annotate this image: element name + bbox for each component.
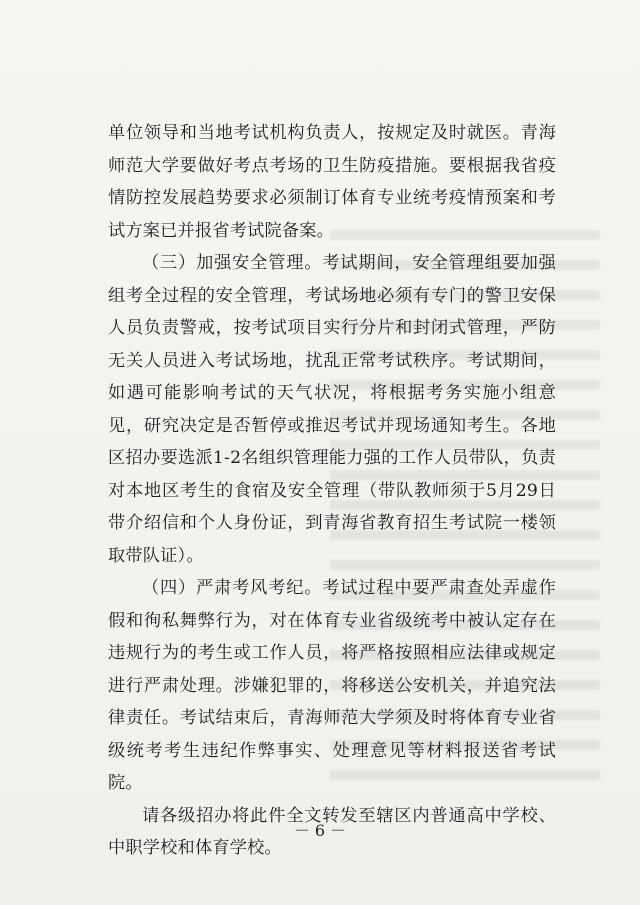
paragraph-security-management: （三）加强安全管理。考试期间，安全管理组要加强组考全过程的安全管理，考试场地必须有专门的警卫安保人员负责警戒，按考试项目实行分片和封闭式管理，严防无关人员进入考试场地，扰乱正常考试秩序。考试期间，如遇可能影响考试的天气状况，将根据考务实施小组意见，研究决定是否暂停或推迟考试并现场通知考生。各地区招办要选派1-2名组织管理能力强的工作人员带队，负责对本地区考生的食宿及安全管理（带队教师须于5月29日带介绍信和个人身份证，到青海省教育招生考试院一楼领取带队证）。	[108, 253, 556, 566]
paragraph-forwarding-request: 请各级招办将此件全文转发至辖区内普通高中学校、中职学校和体育学校。	[108, 805, 556, 858]
paragraph-continuation: 单位领导和当地考试机构负责人，按规定及时就医。青海师范大学要做好考点考场的卫生防疫措施。要根据我省疫情防控发展趋势要求必须制订体育专业统考疫情预案和考试方案已并报省考试院备案。	[108, 123, 556, 241]
document-body	[108, 117, 556, 865]
page-number: － 6 －	[293, 821, 347, 840]
paragraph-exam-discipline: （四）严肃考风考纪。考试过程中要严肃查处弄虚作假和徇私舞弊行为，对在体育专业省级统考中被认定存在违规行为的考生或工作人员，将严格按照相应法律或规定进行严肃处理。涉嫌犯罪的，将移送公安机关，并追究法律责任。考试结束后，青海师范大学须及时将体育专业省级统考考生违纪作弊事实、处理意见等材料报送省考试院。	[108, 578, 556, 793]
